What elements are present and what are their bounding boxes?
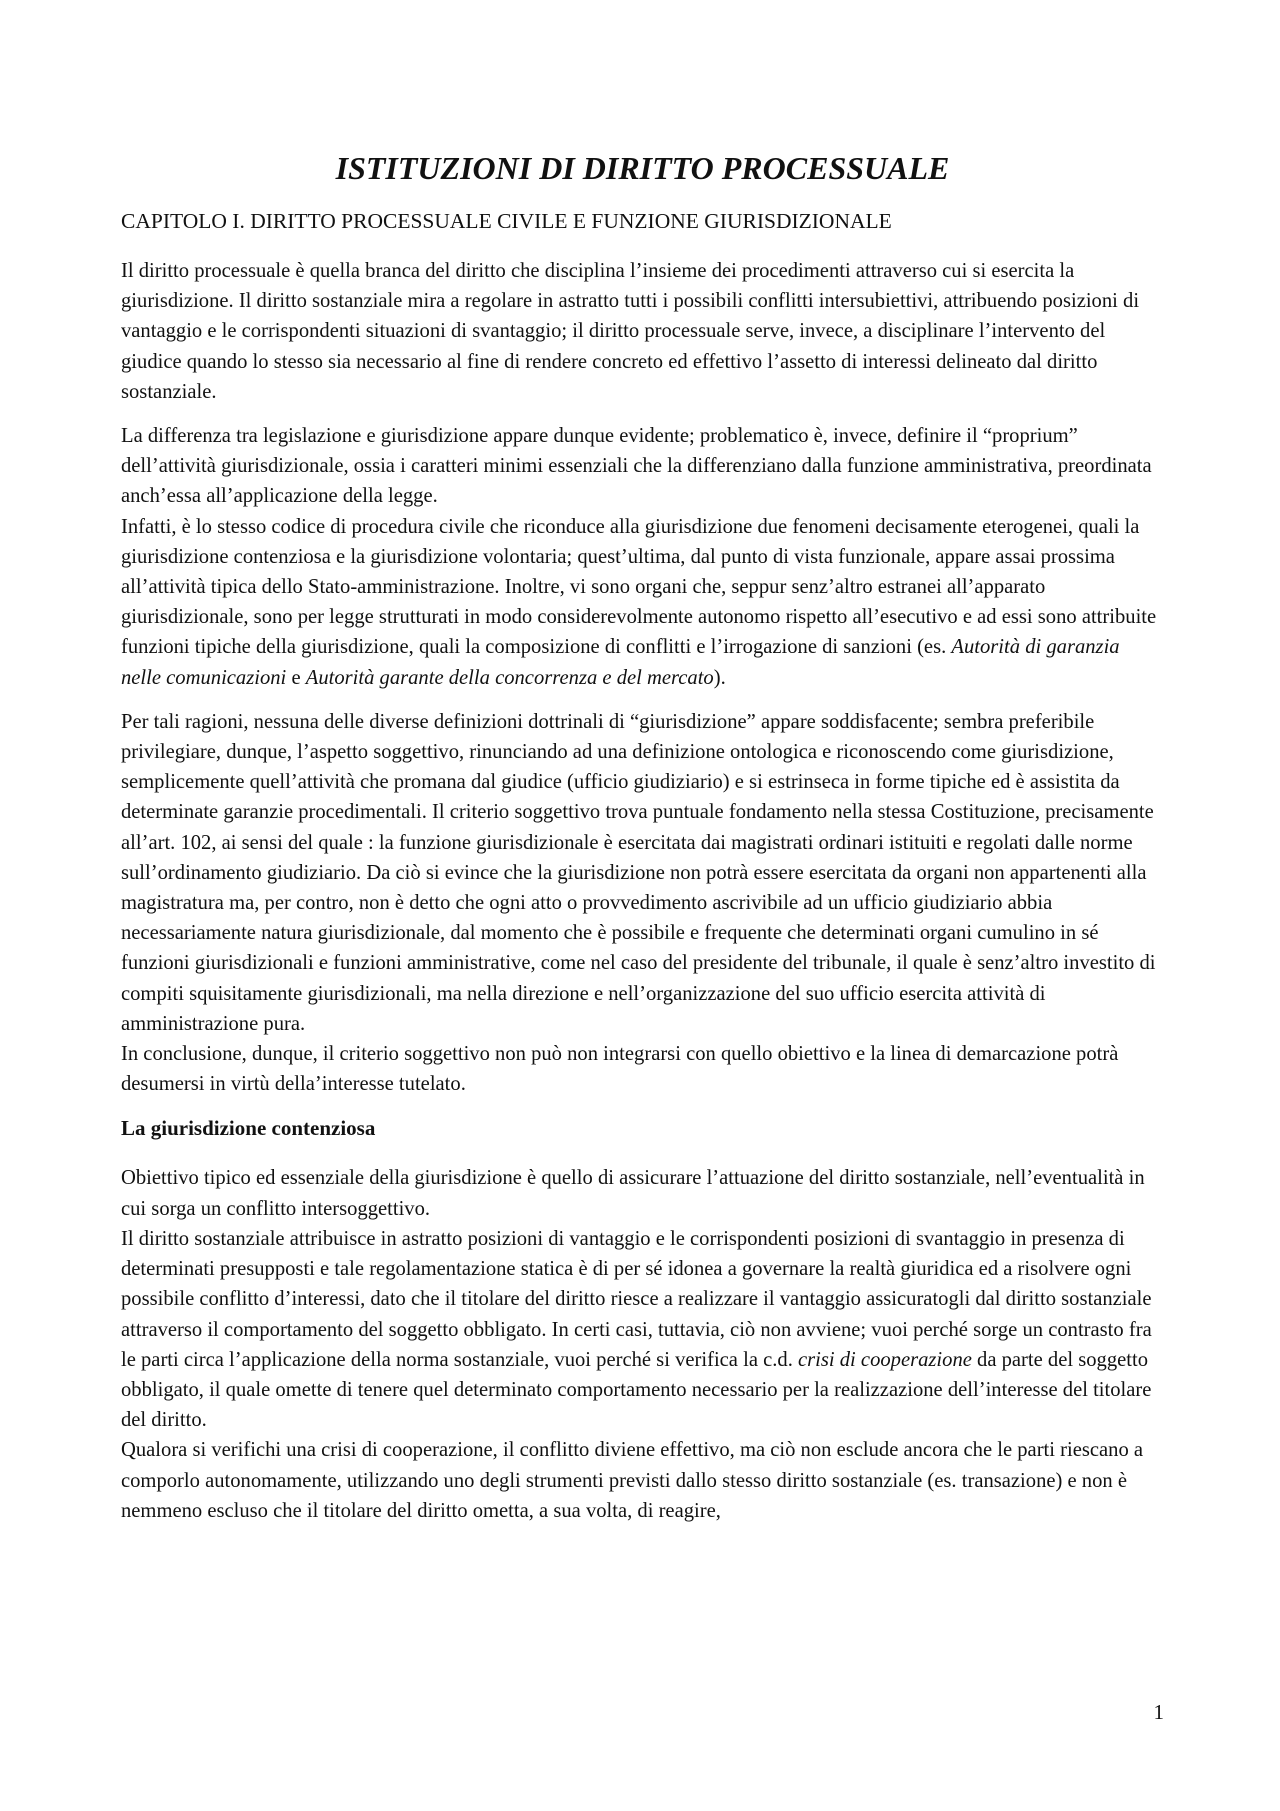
section-paragraph-1: Obiettivo tipico ed essenziale della giurisdizione è quello di assicurare l’attuazione del diritto sostanziale, nell’eventualità in cui sorga un conflitto intersoggettivo.	[121, 1167, 1145, 1220]
section-paragraph-3: Qualora si verifichi una crisi di cooperazione, il conflitto diviene effettivo, ma ciò non esclude ancora che le parti riescano a comporlo autonomamente, utilizzando uno degli strumenti previsti dallo stesso diritto sostanziale (es. transazione) e non è nemmeno escluso che il titolare del diritto ometta, a sua volta, di reagire,	[121, 1439, 1144, 1522]
document-title: ISTITUZIONI DI DIRITTO PROCESSUALE	[335, 150, 950, 186]
paragraph-3	[121, 512, 1164, 693]
section-paragraph-2	[121, 1224, 1164, 1435]
page-number: 1	[1153, 1700, 1164, 1724]
paragraph-4: Per tali ragioni, nessuna delle diverse definizioni dottrinali di “giurisdizione” appare soddisfacente; sembra preferibile privilegiare, dunque, l’aspetto soggettivo, rinunciando ad una definizione ontologica e riconoscendo come giurisdizione, semplicemente quell’attività che promana dal giudice (ufficio giudiziario) e si estrinseca in forme tipiche ed è assistita da determinate garanzie procedimentali. Il criterio soggettivo trova puntuale fondamento nella stessa Costituzione, precisamente all’art. 102, ai sensi del quale : la funzione giurisdizionale è esercitata dai magistrati ordinari istituiti e regolati dalle norme sull’ordinamento giudiziario. Da ciò si evince che la giurisdizione non potrà essere esercitata da organi non appartenenti alla magistratura ma, per contro, non è detto che ogni atto o provvedimento ascrivibile ad un ufficio giudiziario abbia necessariamente natura giurisdizionale, dal momento che è possibile e frequente che determinati organi cumulino in sé funzioni giurisdizionali e funzioni amministrative, come nel caso del presidente del tribunale, il quale è senz’altro investito di compiti squisitamente giurisdizionali, ma nella direzione e nell’organizzazione del suo ufficio esercita attività di amministrazione pura.	[121, 710, 1156, 1035]
section-paragraph-2-text: Il diritto sostanziale attribuisce in astratto posizioni di vantaggio e le corrispondenti posizioni di svantaggio in presenza di determinati presupposti e tale regolamentazione statica è di per sé idonea a governare la realtà giuridica ed a risolvere ogni possibile conflitto d’interessi, dato che il titolare del diritto riesce a realizzare il vantaggio assicuratogli dal diritto sostanziale attraverso il comportamento del soggetto obbligato. In certi casi, tuttavia, ciò non avviene; vuoi perché sorge un contrasto fra le parti circa l’applicazione della norma sostanziale, vuoi perché si verifica la c.d.	[121, 1227, 1152, 1371]
paragraph-3-text-end: ).	[713, 666, 726, 689]
paragraph-1: Il diritto processuale è quella branca del diritto che disciplina l’insieme dei procedimenti attraverso cui si esercita la giurisdizione. Il diritto sostanziale mira a regolare in astratto tutti i possibili conflitti intersubiettivi, attribuendo posizioni di vantaggio e le corrispondenti situazioni di svantaggio; il diritto processuale serve, invece, a disciplinare l’intervento del giudice quando lo stesso sia necessario al fine di rendere concreto ed effettivo l’assetto di interessi delineato dal diritto sostanziale.	[121, 260, 1140, 403]
section-paragraph-2-text-end: da parte del soggetto obbligato, il quale omette di tenere quel determinato comportamento necessario per la realizzazione dell’interesse del titolare del diritto.	[121, 1348, 1152, 1432]
paragraph-3-italic-1: Autorità di garanzia nelle comunicazioni	[121, 636, 1120, 689]
section-heading: La giurisdizione contenziosa	[121, 1116, 376, 1141]
chapter-heading: CAPITOLO I. DIRITTO PROCESSUALE CIVILE E FUNZIONE GIURISDIZIONALE	[121, 209, 892, 233]
paragraph-5: In conclusione, dunque, il criterio soggettivo non può non integrarsi con quello obiettivo e la linea di demarcazione potrà desumersi in virtù della’interesse tutelato.	[121, 1043, 1119, 1096]
paragraph-3-italic-2: Autorità garante della concorrenza e del mercato	[305, 666, 714, 689]
paragraph-3-text-middle: e	[286, 666, 306, 689]
paragraph-3-text: Infatti, è lo stesso codice di procedura civile che riconduce alla giurisdizione due fenomeni decisamente eterogenei, quali la giurisdizione contenziosa e la giurisdizione volontaria; quest’ultima, dal punto di vista funzionale, appare assai prossima all’attività tipica dello Stato-amministrazione. Inoltre, vi sono organi che, seppur senz’altro estranei all’apparato giurisdizionale, sono per legge strutturati in modo considerevolmente autonomo rispetto all’esecutivo e ad essi sono attribuite funzioni tipiche della giurisdizione, quali la composizione di conflitti e l’irrogazione di sanzioni (es.	[121, 515, 1157, 659]
paragraph-2: La differenza tra legislazione e giurisdizione appare dunque evidente; problematico è, invece, definire il “proprium” dell’attività giurisdizionale, ossia i caratteri minimi essenziali che la differenziano dalla funzione amministrativa, preordinata anch’essa all’applicazione della legge.	[121, 425, 1152, 508]
section-paragraph-2-italic: crisi di cooperazione	[798, 1348, 972, 1371]
